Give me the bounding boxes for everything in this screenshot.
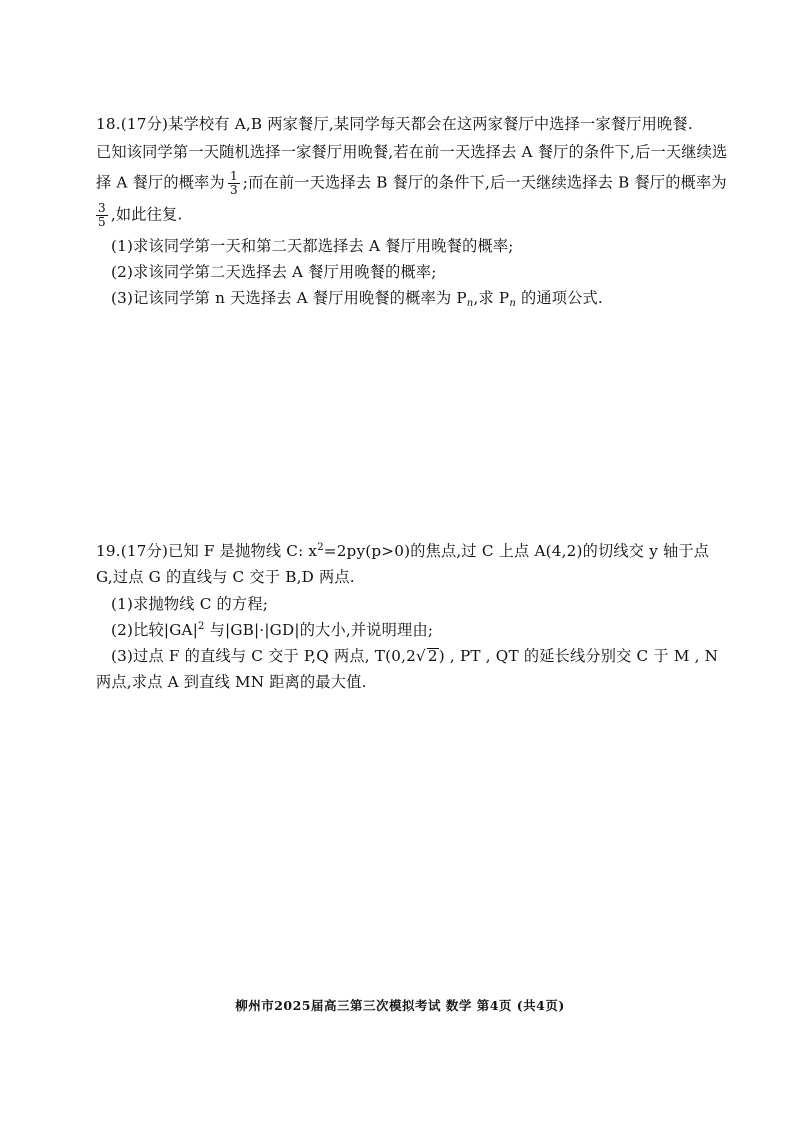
superscript-2: 2 [198, 621, 205, 632]
fraction-denominator: 5 [98, 215, 106, 229]
q18-part-3-text-b: ,求 P [473, 289, 510, 307]
subscript-n: n [509, 298, 516, 309]
q18-line-1: 18.(17分)某学校有 A,B 两家餐厅,某同学每天都会在这两家餐厅中选择一家餐厅用晚餐. [96, 115, 693, 133]
q18-part-3-text-c: 的通项公式. [515, 289, 603, 307]
q19-line-1-text-b: =2py(p>0)的焦点,过 C 上点 A(4,2)的切线交 y 轴于点 [323, 542, 710, 560]
q19-part-2-text-b: 与|GB|·|GD|的大小,并说明理由; [204, 621, 434, 639]
fraction-numerator: 1 [229, 169, 238, 183]
q18-part-2: (2)求该同学第二天选择去 A 餐厅用晚餐的概率; [111, 263, 437, 281]
q19-part-2-text-a: (2)比较|GA| [111, 621, 199, 639]
q19-part-3-text-a: (3)过点 F 的直线与 C 交于 P,Q 两点, T(0,2 [111, 647, 416, 665]
sqrt-radicand: 2 [427, 647, 438, 665]
q18-line-3-text-a: 择 A 餐厅的概率为 [96, 173, 225, 192]
page-footer: 柳州市2025届高三第三次模拟考试 数学 第4页 (共4页) [235, 998, 565, 1013]
fraction-three-fifths [96, 202, 108, 229]
q19-line-1-text-a: 19.(17分)已知 F 是抛物线 C: x [96, 542, 318, 560]
q19-part-1: (1)求抛物线 C 的方程; [111, 595, 269, 613]
q18-line-3 [96, 169, 727, 197]
q19-part-2 [111, 620, 731, 640]
sqrt-symbol: √ [416, 647, 426, 665]
q19-part-3-text-b: ) , PT , QT 的延长线分别交 C 于 M , N [438, 647, 719, 665]
q18-part-3-text-a: (3)记该同学第 n 天选择去 A 餐厅用晚餐的概率为 P [111, 289, 467, 307]
q18-line-4-text: ,如此往复. [110, 205, 183, 224]
q18-line-4 [96, 202, 716, 229]
fraction-one-third [228, 170, 240, 197]
q18-part-3 [111, 288, 731, 314]
q19-part-3-continued: 两点,求点 A 到直线 MN 距离的最大值. [96, 673, 367, 691]
superscript-2: 2 [317, 542, 324, 553]
q18-part-1: (1)求该同学第一天和第二天都选择去 A 餐厅用晚餐的概率; [111, 237, 514, 255]
subscript-n: n [466, 298, 474, 309]
q19-line-2: G,过点 G 的直线与 C 交于 B,D 两点. [96, 568, 355, 586]
q18-line-3-text-b: ;而在前一天选择去 B 餐厅的条件下,后一天继续选择去 B 餐厅的概率为 [242, 173, 727, 192]
q19-line-1 [96, 541, 716, 561]
q18-line-2: 已知该同学第一天随机选择一家餐厅用晚餐,若在前一天选择去 A 餐厅的条件下,后一天继续选 [96, 143, 728, 161]
fraction-denominator: 3 [229, 183, 238, 197]
q19-part-3 [111, 646, 731, 666]
fraction-numerator: 3 [98, 201, 106, 215]
